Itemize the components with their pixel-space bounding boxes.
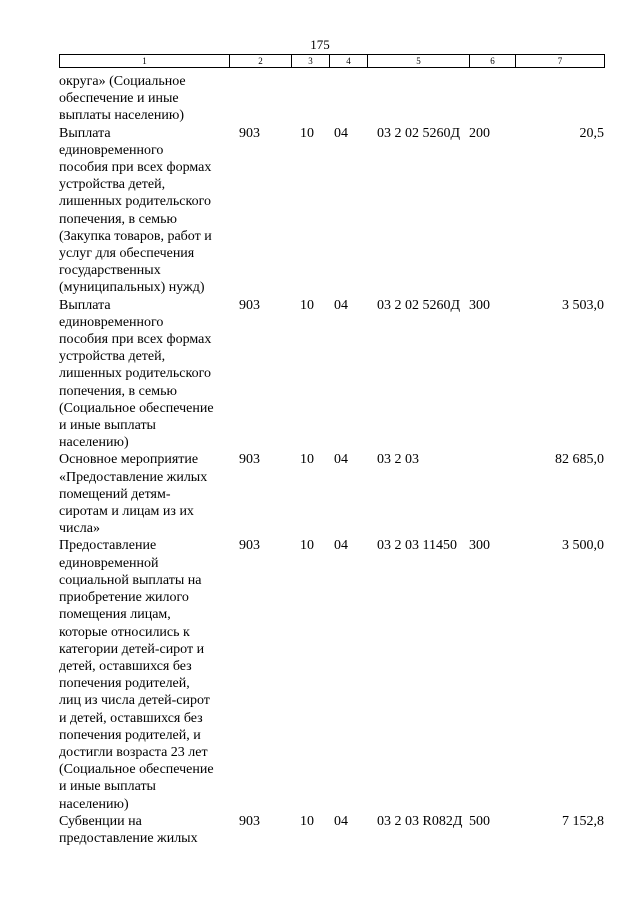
row-section-code: 10 bbox=[300, 813, 314, 829]
header-col-7: 7 bbox=[516, 55, 605, 68]
row-amount bbox=[515, 73, 604, 125]
row-expense-type bbox=[469, 73, 515, 125]
page-number: 175 bbox=[310, 37, 330, 52]
row-subsection-code: 04 bbox=[334, 538, 348, 554]
row-subsection-code bbox=[329, 73, 367, 125]
row-name: Выплата единовременного пособия при всех формах устройства детей, лишенных родительского попечения, в семью (Социальное обеспечение и иные выплаты населению) bbox=[59, 297, 214, 451]
header-col-5: 5 bbox=[368, 55, 470, 68]
row-target-article: 03 2 03 bbox=[377, 452, 419, 468]
header-col-1: 1 bbox=[60, 55, 230, 68]
row-amount: 82 685,0 bbox=[555, 452, 604, 468]
row-expense-type: 300 bbox=[469, 538, 490, 554]
row-ministry-code: 903 bbox=[239, 125, 260, 141]
row-subsection-code: 04 bbox=[334, 452, 348, 468]
row-amount: 3 503,0 bbox=[562, 297, 604, 313]
header-col-6: 6 bbox=[470, 55, 516, 68]
row-ministry-code: 903 bbox=[239, 813, 260, 829]
row-section-code: 10 bbox=[300, 538, 314, 554]
row-amount: 3 500,0 bbox=[562, 538, 604, 554]
row-target-article: 03 2 02 5260Д bbox=[377, 297, 461, 313]
row-amount: 20,5 bbox=[579, 125, 604, 141]
row-expense-type: 300 bbox=[469, 297, 490, 313]
row-target-article bbox=[367, 73, 469, 125]
row-name: округа» (Социальное обеспечение и иные выплаты населению) bbox=[59, 74, 186, 124]
table-row bbox=[59, 451, 604, 537]
header-col-3: 3 bbox=[292, 55, 330, 68]
row-name: Основное мероприятие «Предоставление жилых помещений детям- сиротам и лицам из их числа» bbox=[59, 452, 208, 537]
row-target-article: 03 2 02 5260Д bbox=[377, 125, 461, 141]
row-expense-type bbox=[469, 451, 515, 537]
row-section-code: 10 bbox=[300, 297, 314, 313]
row-expense-type: 500 bbox=[469, 813, 490, 829]
column-number-header bbox=[59, 54, 605, 68]
table-row bbox=[59, 537, 604, 812]
row-expense-type: 200 bbox=[469, 125, 490, 141]
row-subsection-code: 04 bbox=[334, 125, 348, 141]
row-ministry-code: 903 bbox=[239, 297, 260, 313]
row-subsection-code: 04 bbox=[334, 813, 348, 829]
header-col-4: 4 bbox=[330, 55, 368, 68]
table-row bbox=[59, 297, 604, 452]
row-ministry-code: 903 bbox=[239, 538, 260, 554]
table-row bbox=[59, 73, 604, 125]
row-ministry-code: 903 bbox=[239, 452, 260, 468]
table-row bbox=[59, 813, 604, 847]
row-name: Предоставление единовременной социальной выплаты на приобретение жилого помещения лицам, которые относились к категории детей-сирот и детей, оставшихся без попечения родителей, лиц из числа детей-сирот и детей, оставшихся без попечения родителей, и достигли возраста 23 лет (Социальное обеспечение и иные выплаты населению) bbox=[59, 538, 214, 812]
header-col-2: 2 bbox=[230, 55, 292, 68]
row-name: Выплата единовременного пособия при всех формах устройства детей, лишенных родительского попечения, в семью (Закупка товаров, работ и услуг для обеспечения государственных (муниципальных) нужд) bbox=[59, 125, 212, 296]
budget-table bbox=[59, 73, 604, 847]
row-name: Субвенции на предоставление жилых bbox=[59, 813, 198, 846]
row-target-article: 03 2 03 R082Д bbox=[377, 813, 463, 829]
row-subsection-code: 04 bbox=[334, 297, 348, 313]
row-ministry-code bbox=[229, 73, 291, 125]
row-section-code: 10 bbox=[300, 452, 314, 468]
row-section-code bbox=[291, 73, 329, 125]
row-amount: 7 152,8 bbox=[562, 813, 604, 829]
row-target-article: 03 2 03 11450 bbox=[377, 538, 457, 554]
row-section-code: 10 bbox=[300, 125, 314, 141]
table-row bbox=[59, 125, 604, 297]
